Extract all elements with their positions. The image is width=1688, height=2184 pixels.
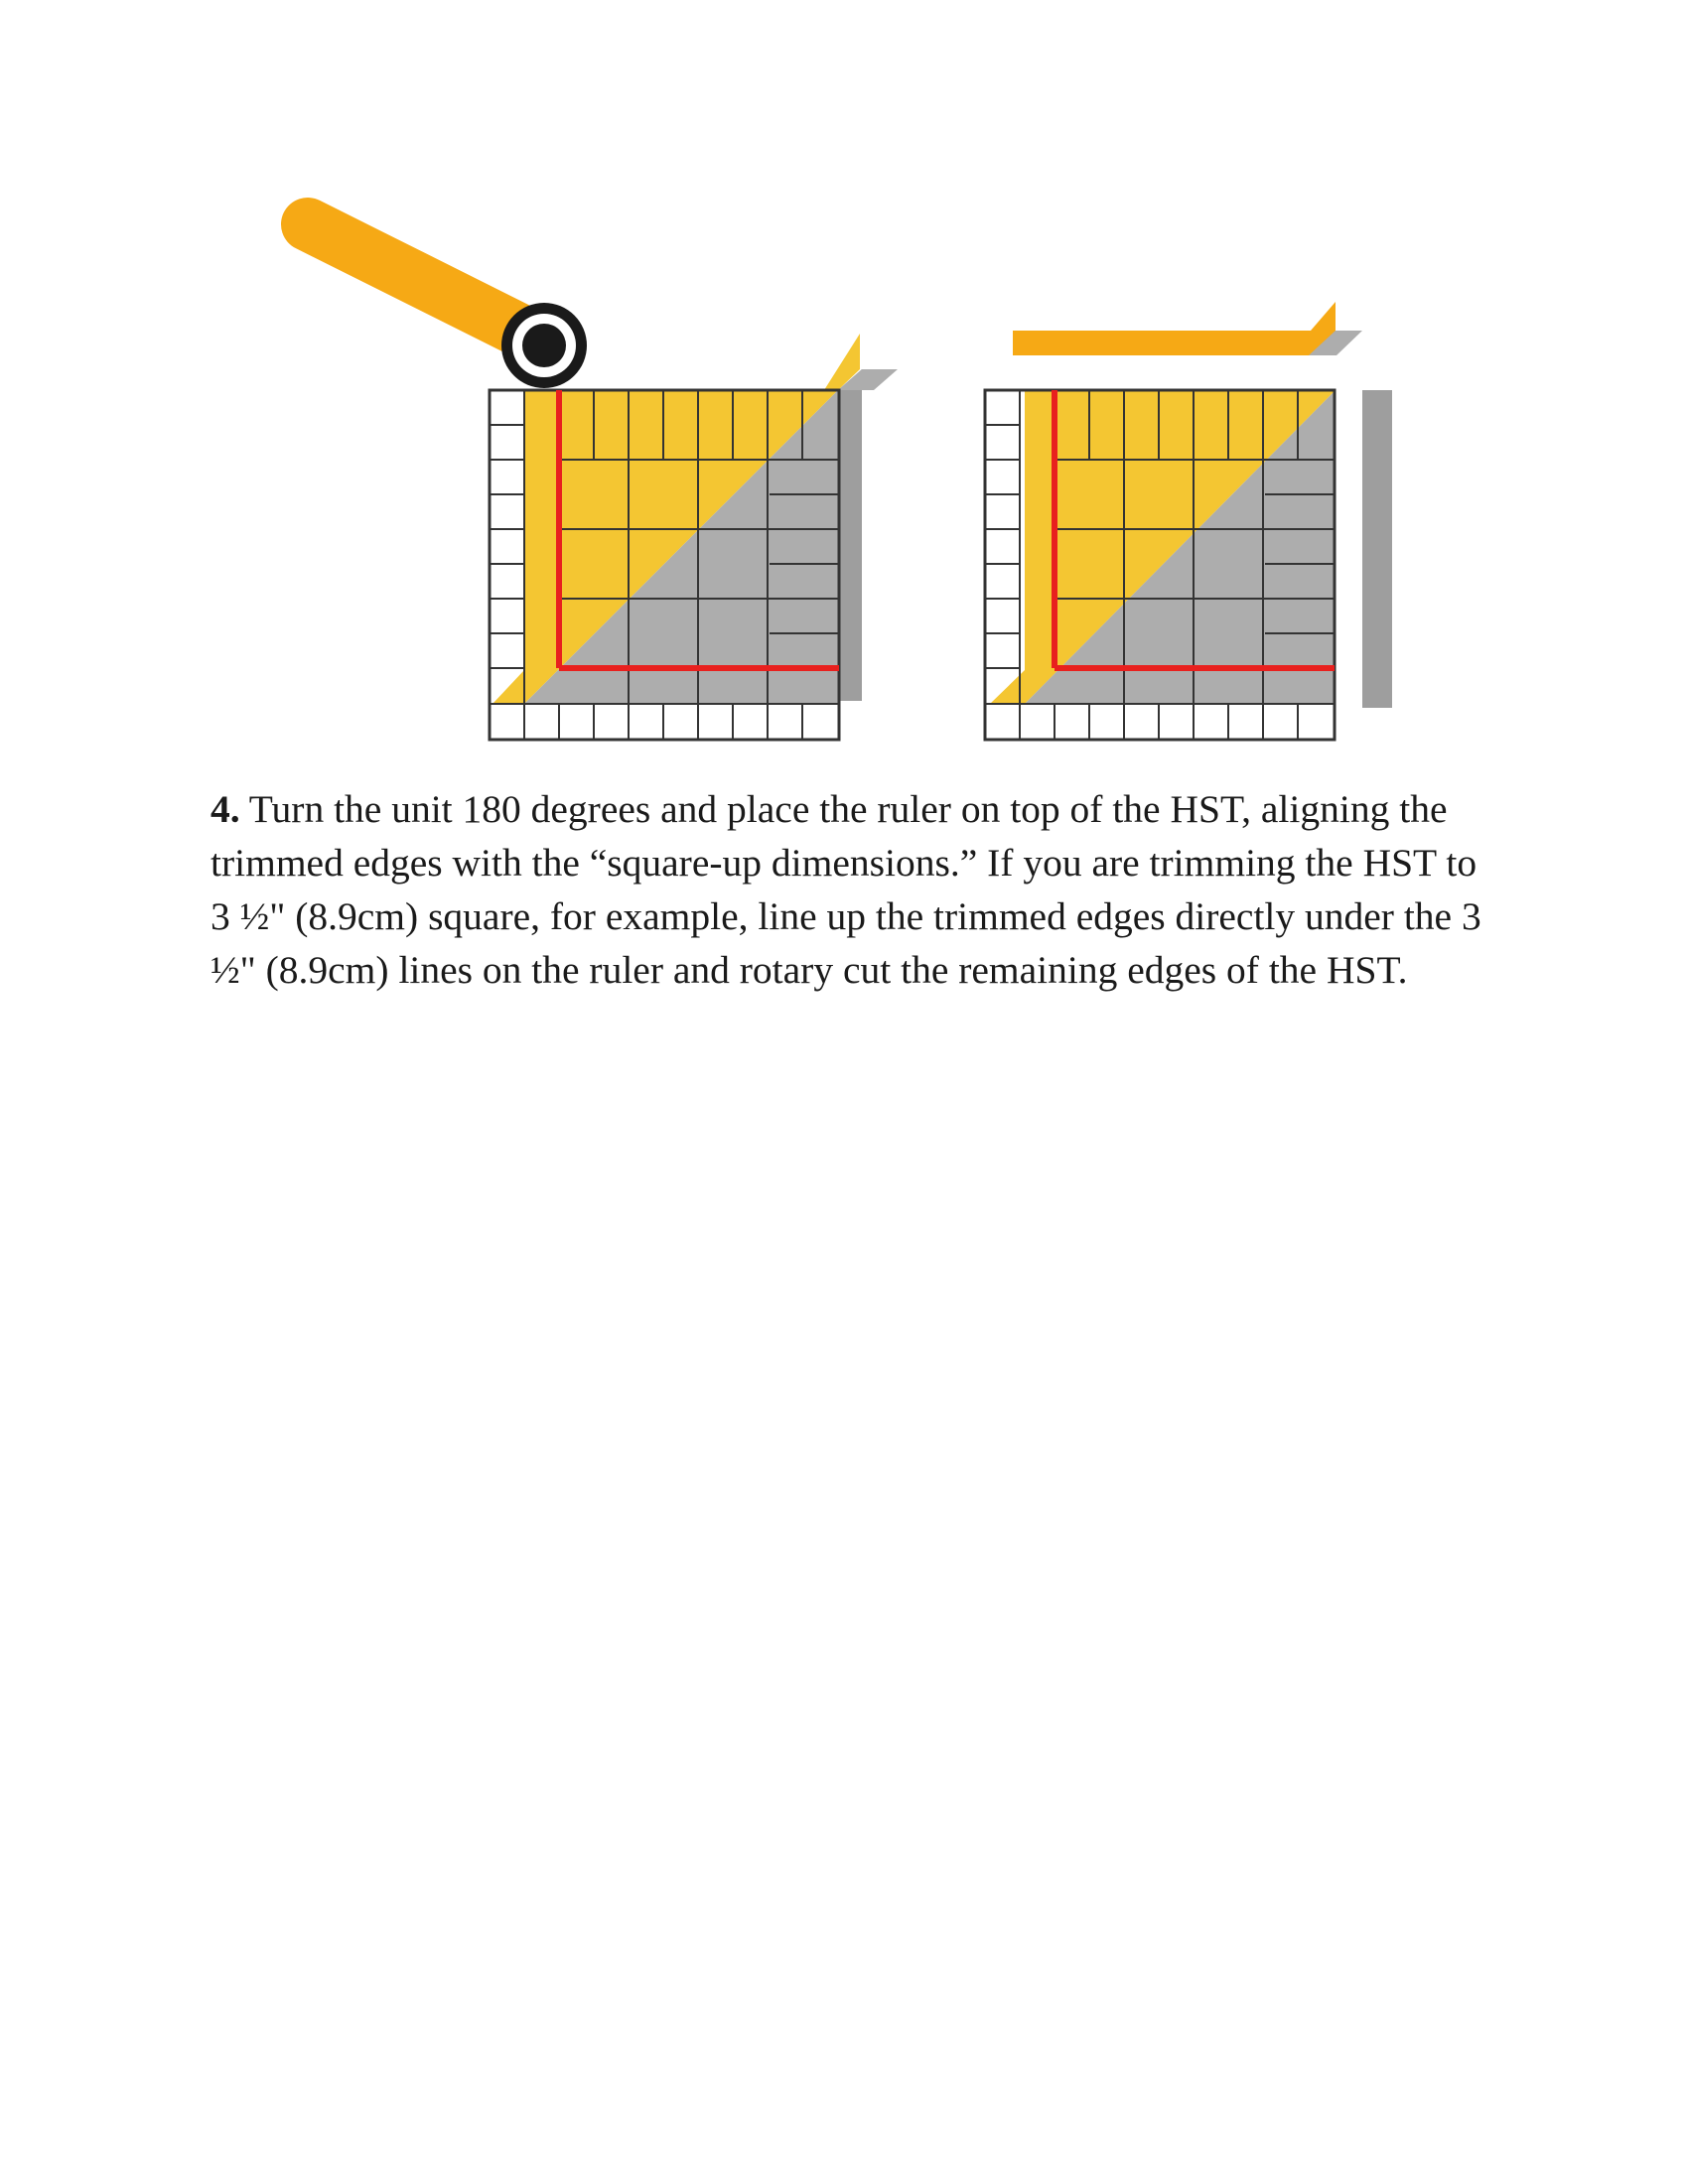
panel-trimmed-result: [985, 302, 1392, 740]
step-number: 4.: [211, 787, 240, 831]
hst-yellow-sliver: [492, 670, 524, 704]
step-text: Turn the unit 180 degrees and place the ruler on top of the HST, aligning the trimmed edges with the “square-up dimensions.” If you are trimming the HST to 3 ½" (8.9cm) square, for example, line up the trimmed edges directly under the 3 ½" (8.9cm) lines on the ruler and rotary cut the remaining edges of the HST.: [211, 787, 1481, 992]
trimmed-strip-top-yellow: [1013, 302, 1336, 355]
hst-gray-shadow-right: [838, 369, 862, 701]
rotary-cutter-icon: [308, 224, 587, 388]
trimmed-strip-right: [1362, 390, 1392, 708]
instruction-paragraph: [211, 782, 1501, 997]
panel-ruler-with-cutter: [308, 224, 898, 740]
hst-yellow-flap-top: [556, 334, 860, 390]
step-illustration: [0, 0, 1688, 794]
